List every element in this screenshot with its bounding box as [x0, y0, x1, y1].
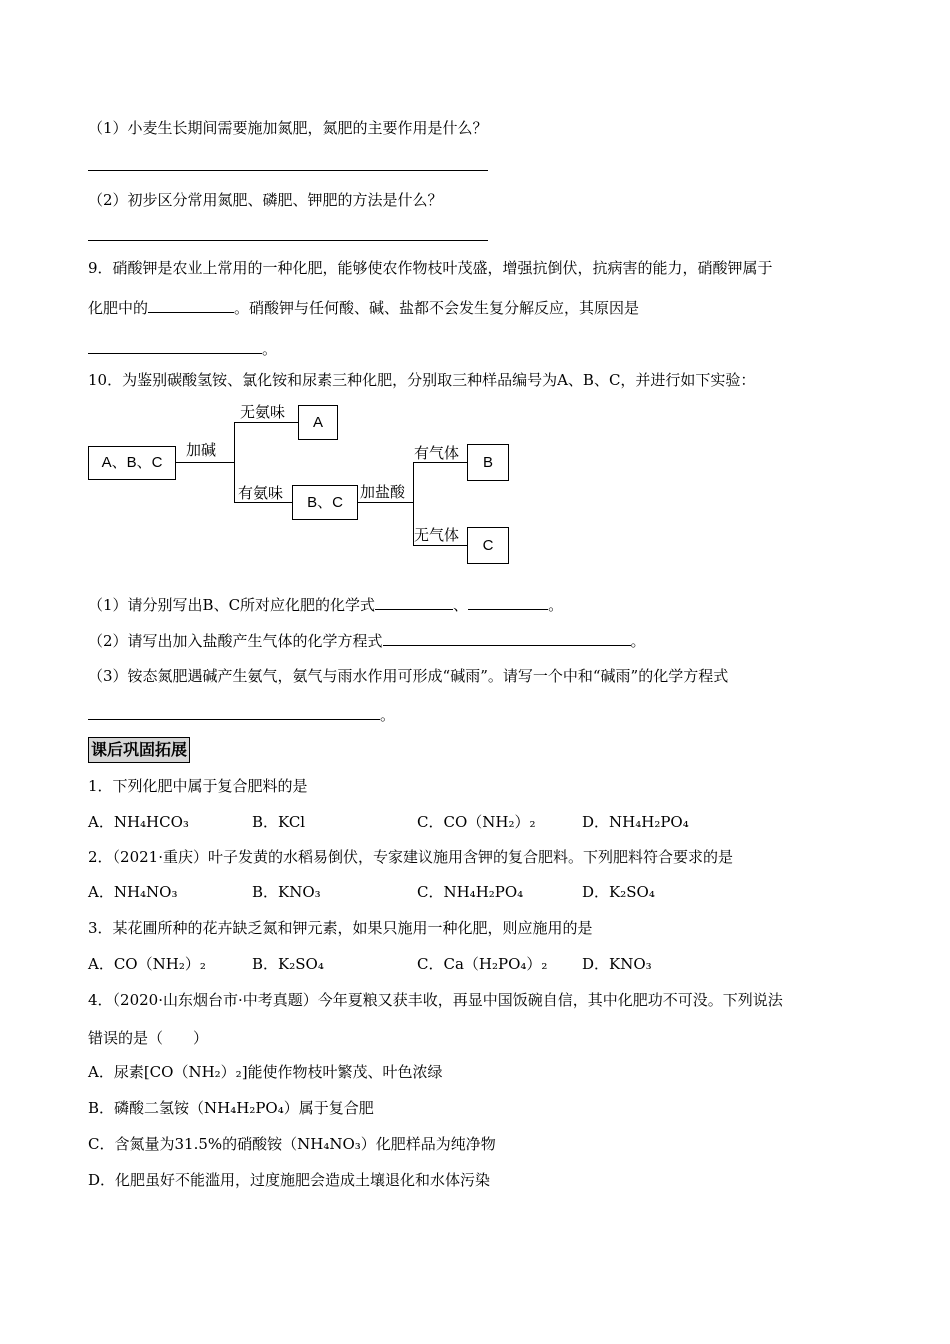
q9-text: 化肥中的: [88, 299, 149, 317]
option-d[interactable]: D．KNO₃: [582, 955, 652, 973]
connector-line: [357, 502, 413, 503]
q10-sub-3-answer: [88, 704, 395, 725]
q9-text: 。: [262, 340, 278, 358]
q10-intro: 10．为鉴别碳酸氢铵、氯化铵和尿素三种化肥，分别取三种样品编号为A、B、C，并进行如下实验：: [88, 371, 756, 389]
option-a[interactable]: A．NH₄HCO₃: [88, 813, 189, 831]
exercise-2-stem: 2．（2021·重庆）叶子发黄的水稻易倒伏，专家建议施用含钾的复合肥料。下列肥料符合要求的是: [88, 848, 733, 866]
option-d[interactable]: D．K₂SO₄: [582, 883, 655, 901]
connector-line: [175, 462, 235, 463]
answer-line[interactable]: [88, 240, 488, 241]
answer-line[interactable]: [88, 170, 488, 171]
label-has-gas: 有气体: [414, 444, 460, 462]
connector-line: [413, 462, 467, 463]
q10-sub-3: （3）铵态氮肥遇碱产生氨气，氨气与雨水作用可形成“碱雨”。请写一个中和“碱雨”的化学方程式: [88, 667, 729, 685]
q10-text: 。: [548, 596, 564, 614]
connector-line: [234, 422, 298, 423]
option-c[interactable]: C．Ca（H₂PO₄）₂: [417, 955, 548, 973]
label-has-ammonia: 有氨味: [238, 484, 284, 502]
option-a[interactable]: A．尿素[CO（NH₂）₂]能使作物枝叶繁茂、叶色浓绿: [88, 1063, 443, 1081]
q9-line-1: 9．硝酸钾是农业上常用的一种化肥，能够使农作物枝叶茂盛，增强抗倒伏，抗病害的能力，硝酸钾属于: [88, 259, 773, 277]
q10-text: 。: [630, 632, 646, 650]
option-d[interactable]: D．化肥虽好不能滥用，过度施肥会造成土壤退化和水体污染: [88, 1171, 491, 1189]
fill-blank[interactable]: [468, 594, 548, 610]
exercise-3-stem: 3．某花圃所种的花卉缺乏氮和钾元素，如果只施用一种化肥，则应施用的是: [88, 919, 593, 937]
option-b[interactable]: B．KCl: [252, 813, 306, 831]
fill-blank[interactable]: [148, 297, 234, 313]
q9-line-2: [88, 297, 639, 318]
question-part-1: （1）小麦生长期间需要施加氮肥，氮肥的主要作用是什么？: [88, 119, 488, 137]
label-add-base: 加碱: [186, 441, 217, 459]
box-b: B: [467, 444, 509, 481]
q9-line-3: [88, 338, 277, 359]
q10-text: （1）请分别写出B、C所对应化肥的化学式: [88, 596, 376, 614]
exercise-4-stem-1: 4．（2020·山东烟台市·中考真题）今年夏粮又获丰收，再显中国饭碗自信，其中化肥功不可没。下列说法: [88, 991, 783, 1009]
fill-blank[interactable]: [383, 630, 631, 646]
option-b[interactable]: B．K₂SO₄: [252, 955, 324, 973]
connector-line: [234, 422, 235, 502]
box-start: A、B、C: [88, 446, 176, 480]
box-c: C: [467, 527, 509, 564]
label-no-ammonia: 无氨味: [240, 403, 286, 421]
option-d[interactable]: D．NH₄H₂PO₄: [582, 813, 689, 831]
q10-sub-1: [88, 594, 563, 615]
connector-line: [413, 545, 467, 546]
option-b[interactable]: B．KNO₃: [252, 883, 321, 901]
q10-text: （2）请写出加入盐酸产生气体的化学方程式: [88, 632, 383, 650]
exercise-4-stem-2: 错误的是（ ）: [88, 1029, 209, 1047]
option-c[interactable]: C．CO（NH₂）₂: [417, 813, 536, 831]
option-c[interactable]: C．NH₄H₂PO₄: [417, 883, 524, 901]
exercise-1-stem: 1．下列化肥中属于复合肥料的是: [88, 777, 308, 795]
section-title: 课后巩固拓展: [88, 737, 190, 763]
connector-line: [234, 502, 292, 503]
q10-text: 、: [453, 596, 469, 614]
label-no-gas: 无气体: [414, 526, 460, 544]
label-add-hcl: 加盐酸: [360, 483, 406, 501]
q10-text: 。: [380, 706, 396, 724]
option-a[interactable]: A．NH₄NO₃: [88, 883, 178, 901]
fill-blank[interactable]: [375, 594, 453, 610]
fill-blank[interactable]: [88, 338, 262, 354]
box-bc: B、C: [292, 485, 358, 520]
option-a[interactable]: A．CO（NH₂）₂: [88, 955, 206, 973]
q10-sub-2: [88, 630, 646, 651]
option-b[interactable]: B．磷酸二氢铵（NH₄H₂PO₄）属于复合肥: [88, 1099, 374, 1117]
fill-blank[interactable]: [88, 704, 380, 720]
option-c[interactable]: C．含氮量为31.5%的硝酸铵（NH₄NO₃）化肥样品为纯净物: [88, 1135, 496, 1153]
box-a: A: [298, 405, 338, 440]
q9-text: 。硝酸钾与任何酸、碱、盐都不会发生复分解反应，其原因是: [234, 299, 640, 317]
question-part-2: （2）初步区分常用氮肥、磷肥、钾肥的方法是什么？: [88, 191, 443, 209]
